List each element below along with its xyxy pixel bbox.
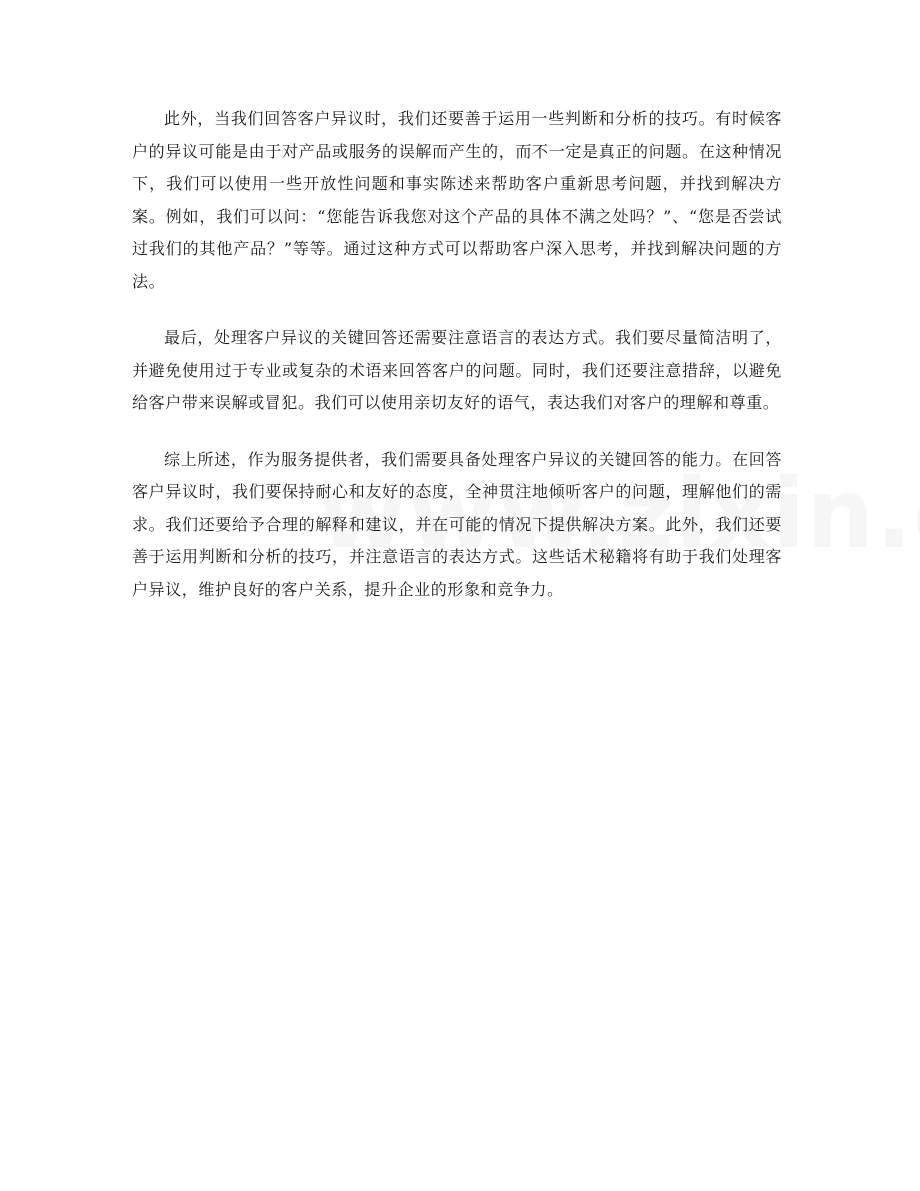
paragraph-analysis-techniques: 此外，当我们回答客户异议时，我们还要善于运用一些判断和分析的技巧。有时候客户的异议可能是由于对产品或服务的误解而产生的，而不一定是真正的问题。在这种情况下，我们可以使用一些开放性问题和事实陈述来帮助客户重新思考问题，并找到解决方案。例如，我们可以问：“您能告诉我您对这个产品的具体不满之处吗？”、“您是否尝试过我们的其他产品？”等等。通过这种方式可以帮助客户深入思考，并找到解决问题的方法。: [132, 109, 782, 291]
document-body: [132, 103, 782, 630]
paragraph-conclusion: 综上所述，作为服务提供者，我们需要具备处理客户异议的关键回答的能力。在回答客户异议时，我们要保持耐心和友好的态度，全神贯注地倾听客户的问题，理解他们的需求。我们还要给予合理的解释和建议，并在可能的情况下提供解决方案。此外，我们还要善于运用判断和分析的技巧，并注意语言的表达方式。这些话术秘籍将有助于我们处理客户异议，维护良好的客户关系，提升企业的形象和竞争力。: [132, 449, 782, 599]
paragraph-language-expression: 最后，处理客户异议的关键回答还需要注意语言的表达方式。我们要尽量简洁明了，并避免使用过于专业或复杂的术语来回答客户的问题。同时，我们还要注意措辞，以避免给客户带来误解或冒犯。我们可以使用亲切友好的语气，表达我们对客户的理解和尊重。: [132, 328, 782, 412]
